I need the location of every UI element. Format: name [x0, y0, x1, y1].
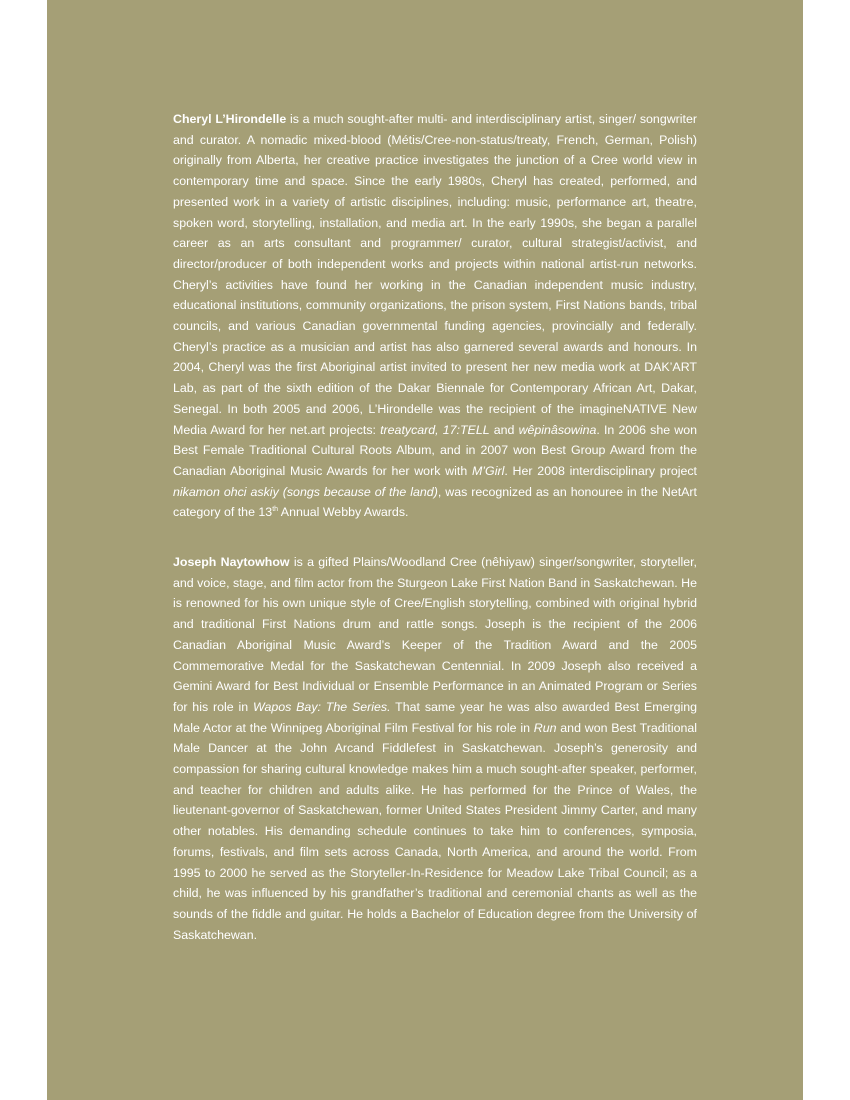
work-title: Run — [533, 720, 557, 735]
work-title: Wapos Bay: The Series. — [252, 699, 391, 714]
ordinal-suffix: th — [272, 506, 279, 514]
work-title: M’Girl — [471, 463, 505, 478]
work-title: nikamon ohci askiy (songs because of the land) — [173, 484, 438, 499]
bio-name: Cheryl L’Hirondelle — [173, 112, 287, 126]
bio-joseph-naytowhow: Joseph Naytowhow is a gifted Plains/Woodland Cree (nêhiyaw) singer/songwriter, storyteller, and voice, stage, and film actor from the Sturgeon Lake First Nation Band in Saskatchewan. He is renowned for his own unique style of Cree/English storytelling, combined with original hybrid and traditional First Nations drum and rattle songs. Joseph is the recipient of the 2006 Canadian Aboriginal Music Award’s Keeper of the Tradition Award and the 2005 Commemorative Medal for the Saskatchewan Centennial. In 2009 Joseph also received a Gemini Award for Best Individual or Ensemble Performance in an Animated Program or Series for his role in Wapos Bay: The Series. That same year he was also awarded Best Emerging Male Actor at the Winnipeg Aboriginal Film Festival for his role in Run and won Best Traditional Male Dancer at the John Arcand Fiddlefest in Saskatchewan. Joseph’s generosity and compassion for sharing cultural knowledge makes him a much sought-after speaker, performer, and teacher for children and adults alike. He has performed for the Prince of Wales, the lieutenant-governor of Saskatchewan, former United States President Jimmy Carter, and many other notables. His demanding schedule continues to take him to conferences, symposia, forums, festivals, and film sets across Canada, North America, and around the world. From 1995 to 2000 he served as the Storyteller-In-Residence for Meadow Lake Tribal Council; as a child, he was influenced by his grandfather’s traditional and ceremonial chants as well as the sounds of the fiddle and guitar. He holds a Bachelor of Education degree from the University of Saskatchewan. — [173, 555, 698, 942]
work-title: treatycard, 17:TELL — [380, 422, 490, 437]
bio-name: Joseph Naytowhow — [173, 555, 290, 569]
bio-cheryl-lhirondelle: Cheryl L’Hirondelle is a much sought-after multi- and interdisciplinary artist, singer/ songwriter and curator. A nomadic mixed-blood (Métis/Cree-non-status/treaty, French, German, Polish) originally from Alberta, her creative practice investigates the junction of a Cree world view in contemporary time and space. Since the early 1980s, Cheryl has created, performed, and presented work in a variety of artistic disciplines, including: music, performance art, theatre, spoken word, storytelling, installation, and media art. In the early 1990s, she began a parallel career as an arts consultant and programmer/ curator, cultural strategist/activist, and director/producer of both independent works and projects within national artist-run networks. Cheryl’s activities have found her working in the Canadian independent music industry, educational institutions, community organizations, the prison system, First Nations bands, tribal councils, and various Canadian governmental funding agencies, provincially and federally. Cheryl’s practice as a musician and artist has also garnered several awards and honours. In 2004, Cheryl was the first Aboriginal artist invited to present her new media work at DAK’ART Lab, as part of the sixth edition of the Dakar Biennale for Contemporary African Art, Dakar, Senegal. In both 2005 and 2006, L’Hirondelle was the recipient of the imagineNATIVE New Media Award for her net.art projects: treatycard, 17:TELL and wêpinâsowina. In 2006 she won Best Female Traditional Cultural Roots Album, and in 2007 won Best Group Award from the Canadian Aboriginal Music Awards for her work with M’Girl. Her 2008 interdisciplinary project nikamon ohci askiy (songs because of the land), was recognized as an honouree in the NetArt category of the 13th Annual Webby Awards. — [173, 112, 697, 520]
work-title: wêpinâsowina — [518, 422, 597, 437]
